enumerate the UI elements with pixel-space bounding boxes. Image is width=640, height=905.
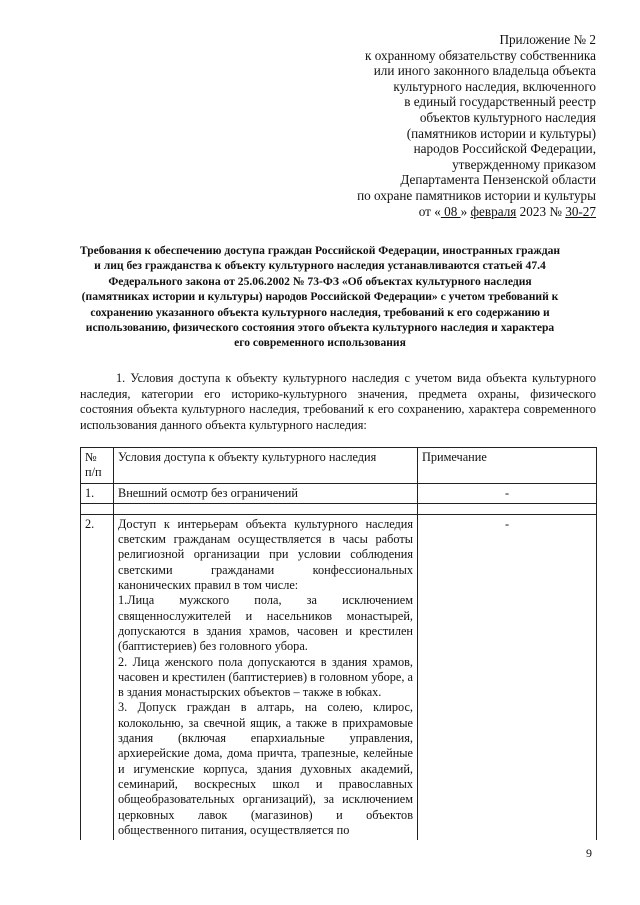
condition-paragraph: Доступ к интерьерам объекта культурного наследия светским гражданам осуществляется в часы работы религиозной организации при условии соблюдения светскими гражданами конфессиональных канонических правил в том числе: (118, 516, 413, 593)
appendix-line: Департамента Пензенской области (400, 172, 596, 188)
appendix-line: объектов культурного наследия (419, 109, 596, 125)
date-year: 2023 (516, 203, 547, 219)
document-title: Требования к обеспечению доступа граждан Российской Федерации, иностранных граждан и лиц без гражданства к объекту культурного наследия устанавливаются статьей 47.4 Федерального закона от 25.06.2002 № 73-ФЗ «Об объектах культурного наследия (памятниках истории и культуры) народов Российской Федерации» с учетом требований к сохранению указанного объекта культурного наследия, требований к его содержанию и использованию, физического состояния этого объекта культурного наследия и характера его современного использования (79, 244, 561, 350)
appendix-line: в единый государственный реестр (404, 94, 596, 110)
appendix-line: по охране памятников истории и культуры (357, 187, 596, 203)
header-note: Примечание (418, 448, 597, 484)
date-month: февраля (470, 203, 517, 219)
table-header-row (81, 448, 597, 484)
appendix-line: утвержденному приказом (452, 156, 596, 172)
row-conditions (114, 483, 418, 503)
table-row (81, 483, 597, 503)
intro-text: 1. Условия доступа к объекту культурного наследия с учетом вида объекта культурного наследия, категории его историко-культурного значения, предмета охраны, физического состояния объекта культурного наследия, требований к его сохранению, характера современного использования данного объекта культурного наследия: (80, 371, 596, 432)
date-mid: » (460, 203, 471, 219)
row-note: - (418, 514, 597, 840)
order-label: № (546, 203, 566, 219)
page-number: 9 (586, 846, 592, 860)
date-day: 08 (440, 203, 461, 219)
condition-paragraph: 2. Лица женского пола допускаются в здания храмов, часовен и крестилен (баптистериев) в головном уборе, а в здания монастырских объектов – также в юбках. (118, 654, 413, 700)
order-number: 30-27 (565, 203, 596, 219)
appendix-header (296, 32, 596, 219)
appendix-line: Приложение № 2 (499, 32, 596, 47)
date-prefix: от « (418, 203, 441, 219)
row-note: - (418, 483, 597, 503)
appendix-date-line (296, 204, 596, 220)
appendix-line: к охранному обязательству собственника (365, 47, 596, 63)
row-conditions (114, 514, 418, 840)
table-row (81, 514, 597, 840)
row-number: 2. (81, 514, 114, 840)
appendix-line: (памятников истории и культуры) (406, 125, 596, 141)
header-conditions: Условия доступа к объекту культурного наследия (114, 448, 418, 484)
appendix-line: или иного законного владельца объекта (373, 63, 596, 79)
row-number: 1. (81, 483, 114, 503)
condition-paragraph: Внешний осмотр без ограничений (118, 485, 298, 500)
header-number: № п/п (81, 448, 114, 484)
table-row-spacer (81, 503, 597, 514)
intro-paragraph (80, 371, 596, 433)
condition-paragraph: 1.Лица мужского пола, за исключением священнослужителей и насельников монастырей, допускаются в здания храмов, часовен и крестилен (баптистериев) без головного убора. (118, 593, 413, 654)
appendix-line: народов Российской Федерации, (413, 141, 596, 157)
access-conditions-table (80, 447, 597, 840)
condition-paragraph: 3. Допуск граждан в алтарь, на солею, клирос, колокольню, за свечной ящик, а также в прихрамовые здания (включая епархиальные управления, архиерейские дома, дома причта, трапезные, келейные и игуменские корпуса, здания духовных академий, семинарий, воскресных школ и православных общеобразовательных организаций), за исключением церковных лавок (магазинов) и объектов общественного питания, осуществляется по (118, 700, 413, 837)
appendix-line: культурного наследия, включенного (393, 78, 596, 94)
